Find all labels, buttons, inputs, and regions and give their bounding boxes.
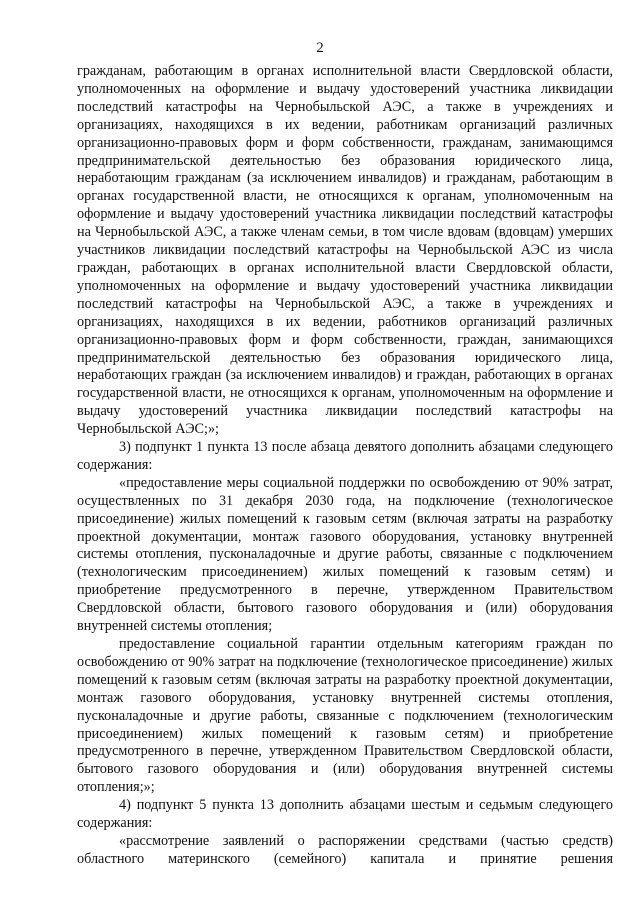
paragraph-social-guarantee: предоставление социальной гарантии отдельным категориям граждан по освобождению от 90% затрат на подключение (технологическое присоединение) жилых помещений к газовым сетям (включая затраты на разработку проектной документации, монтаж газового оборудования, установку внутренней системы отопления, пусконаладочные и другие работы, связанные с подключением (технологическим присоединением) жилых помещений к газовым сетям) и приобретение предусмотренного в перечне, утвержденном Правительством Свердловской области, бытового газового оборудования и (или) оборудования внутренней системы отопления;»; <box>77 636 613 796</box>
document-body <box>77 63 613 869</box>
paragraph-quote-maternal-capital: «рассмотрение заявлений о распоряжении средствами (частью средств) областного материнского (семейного) капитала и принятие решения <box>77 832 613 867</box>
paragraph-continuation: гражданам, работающим в органах исполнительной власти Свердловской области, уполномоченных на оформление и выдачу удостоверений участника ликвидации последствий катастрофы на Чернобыльской АЭС, а также в учреждениях и организациях, находящихся в их ведении, работникам организаций различных организационно-правовых форм и форм собственности, гражданам, занимающимся предпринимательской деятельностью без образования юридического лица, неработающим гражданам (за исключением инвалидов) и гражданам, работающим в органах государственной власти, не относящихся к органам, уполномоченным на оформление и выдачу удостоверений участника ликвидации последствий катастрофы на Чернобыльской АЭС, а также членам семьи, в том числе вдовам (вдовцам) умерших участников ликвидации последствий катастрофы на Чернобыльской АЭС из числа граждан, работающих в органах исполнительной власти Свердловской области, уполномоченных на оформление и выдачу удостоверений участника ликвидации последствий катастрофы на Чернобыльской АЭС, а также в учреждениях и организациях, находящихся в их ведении, работников организаций различных организационно-правовых форм и форм собственности, граждан, занимающихся предпринимательской деятельностью без образования юридического лица, неработающих граждан (за исключением инвалидов) и граждан, работающих в органах государственной власти, не относящихся к органам, уполномоченным на оформление и выдачу удостоверений участника ликвидации последствий катастрофы на Чернобыльской АЭС;»; <box>77 63 613 438</box>
page-number: 2 <box>316 40 324 56</box>
paragraph-subitem-3: 3) подпункт 1 пункта 13 после абзаца девятого дополнить абзацами следующего содержания: <box>77 439 613 473</box>
paragraph-subitem-4: 4) подпункт 5 пункта 13 дополнить абзацами шестым и седьмым следующего содержания: <box>77 797 613 832</box>
paragraph-quote-gas-support: «предоставление меры социальной поддержки по освобождению от 90% затрат, осуществленных по 31 декабря 2030 года, на подключение (технологическое присоединение) жилых помещений к газовым сетям (включая затраты на разработку проектной документации, монтаж газового оборудования, установку внутренней системы отопления, пусконаладочные и другие работы, связанные с подключением (технологическим присоединением) жилых помещений к газовым сетям) и приобретение предусмотренного в перечне, утвержденном Правительством Свердловской области, бытового газового оборудования и (или) оборудования внутренней системы отопления; <box>77 474 613 635</box>
